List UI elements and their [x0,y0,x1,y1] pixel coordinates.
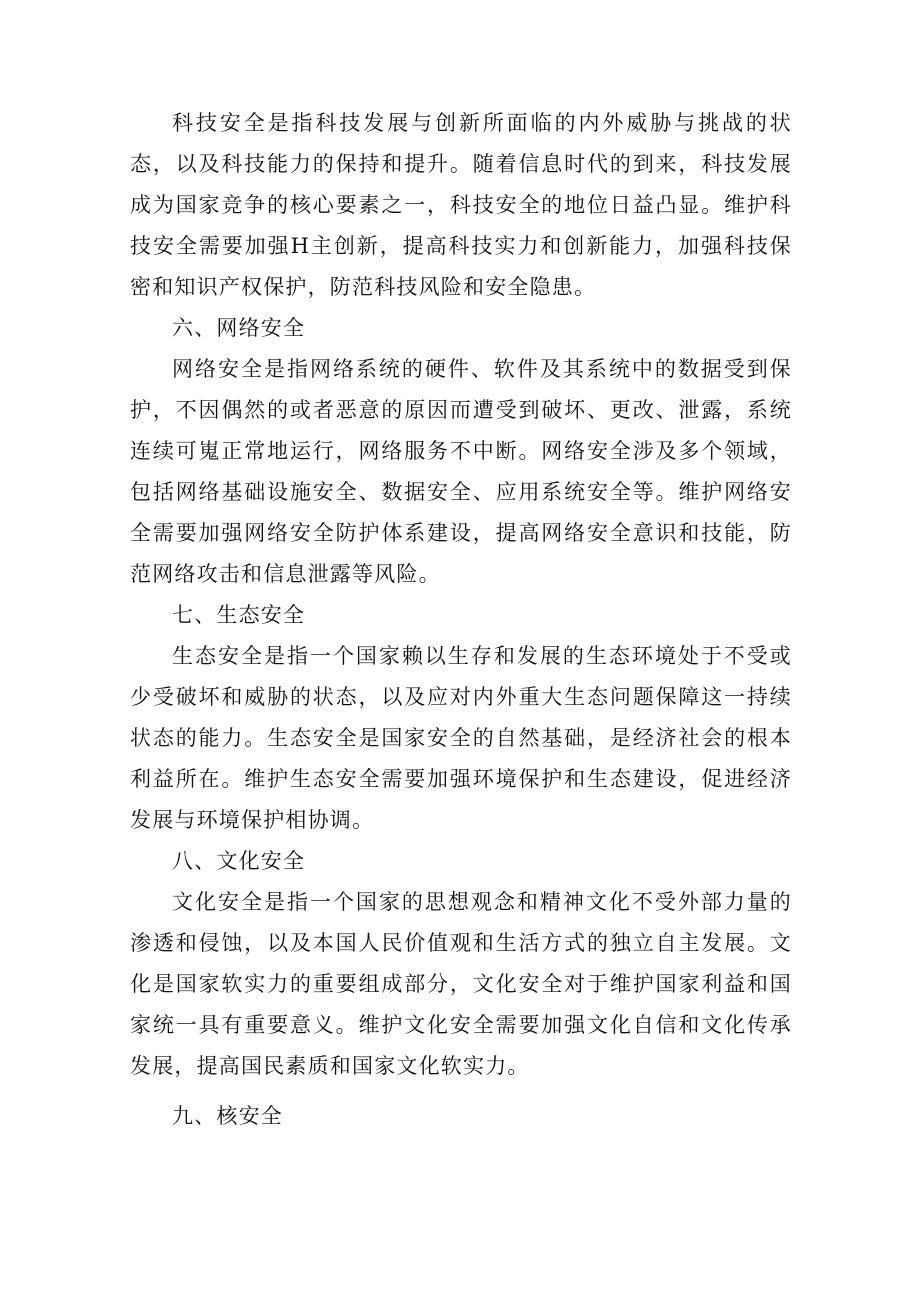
document-body [130,103,792,1137]
paragraph-network-security: 网络安全是指网络系统的硬件、软件及其系统中的数据受到保护，不因偶然的或者恶意的原因而遭受到破坏、更改、泄露，系统连续可嵬正常地运行，网络服务不中断。网络安全涉及多个领域，包括网络基础设施安全、数据安全、应用系统安全等。维护网络安全需要加强网络安全防护体系建设，提高网络安全意识和技能，防范网络攻击和信息泄露等风险。 [130,357,792,586]
heading-network-security: 六、网络安全 [172,316,306,340]
paragraph-ecological-security: 生态安全是指一个国家赖以生存和发展的生态环境处于不受或少受破坏和威胁的状态，以及应对内外重大生态问题保障这一持续状态的能力。生态安全是国家安全的自然基础，是经济社会的根本利益所在。维护生态安全需要加强环境保护和生态建设，促进经济发展与环境保护相协调。 [130,644,792,832]
heading-ecological-security: 七、生态安全 [172,603,306,627]
paragraph-cultural-security: 文化安全是指一个国家的思想观念和精神文化不受外部力量的渗透和侵蚀，以及本国人民价值观和生活方式的独立自主发展。文化是国家软实力的重要组成部分，文化安全对于维护国家利益和国家统一具有重要意义。维护文化安全需要加强文化自信和文化传承发展，提高国民素质和国家文化软实力。 [130,890,792,1078]
heading-nuclear-security: 九、核安全 [172,1104,283,1128]
paragraph-tech-security: 科技安全是指科技发展与创新所面临的内外威胁与挑战的状态，以及科技能力的保持和提升。随着信息时代的到来，科技发展成为国家竞争的核心要素之一，科技安全的地位日益凸显。维护科技安全需要加强H主创新，提高科技实力和创新能力，加强科技保密和知识产权保护，防范科技风险和安全隐患。 [130,111,792,299]
heading-cultural-security: 八、文化安全 [172,849,306,873]
